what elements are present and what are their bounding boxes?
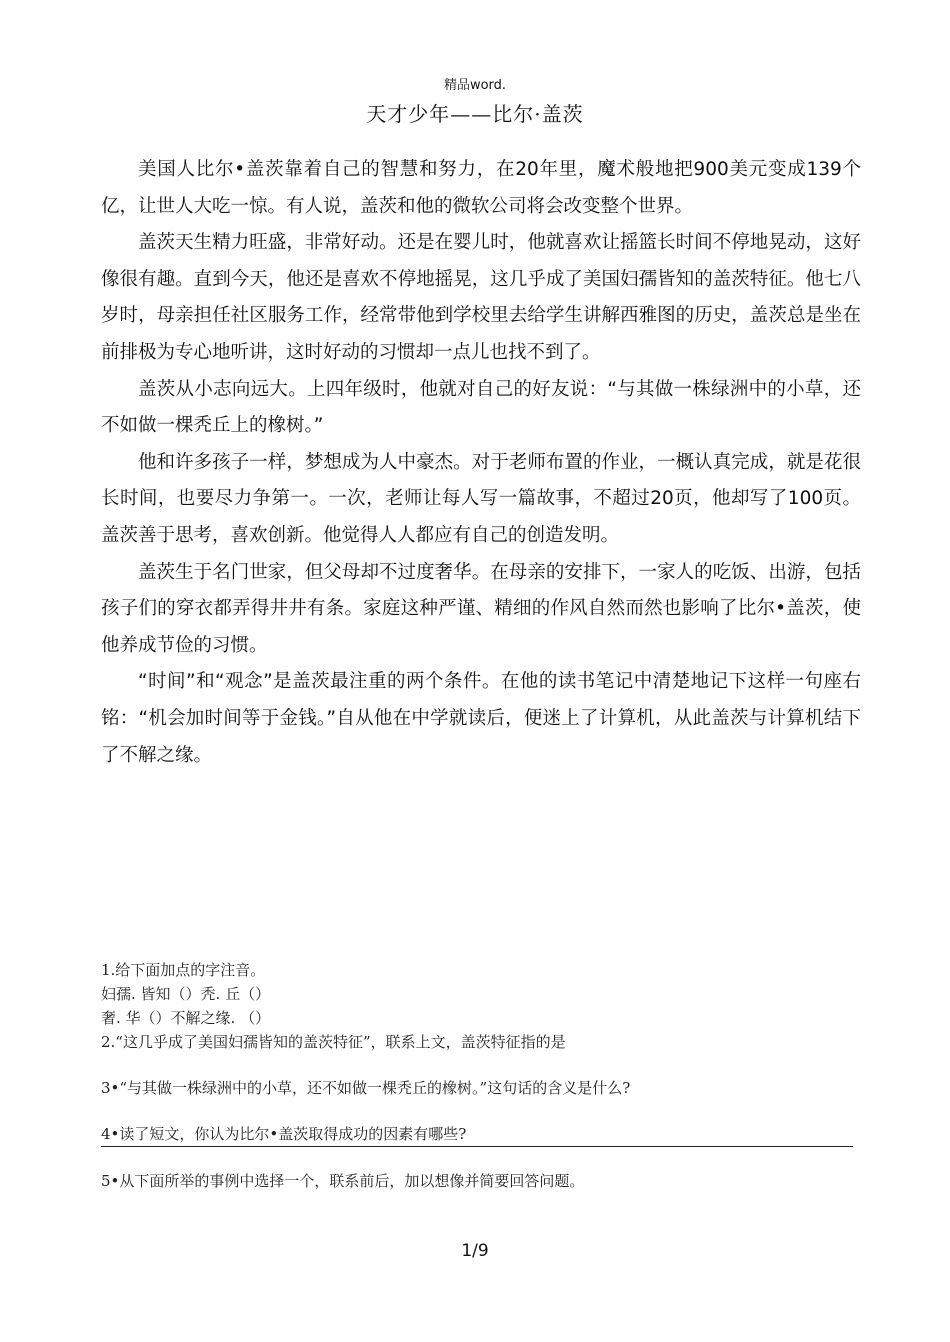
answer-space [101, 1100, 861, 1122]
paragraph-3: 盖茨从小志向远大。上四年级时，他就对自己的好友说：“与其做一株绿洲中的小草，还不如做一棵秃丘上的橡树。” [101, 378, 861, 437]
question-3: 3•“与其做一株绿洲中的小草，还不如做一棵秃丘的橡树。”这句话的含义是什么? [101, 1079, 631, 1097]
question-2: 2.“这几乎成了美国妇孺皆知的盖茨特征”，联系上文，盖茨特征指的是 [101, 1033, 566, 1051]
page-number: 1/9 [461, 1241, 489, 1261]
question-1-line-2: 奢. 华（）不解之缘. （） [101, 1009, 271, 1027]
question-1-title: 1.给下面加点的字注音。 [101, 961, 266, 979]
article-body [101, 152, 861, 774]
paragraph-1: 美国人比尔•盖茨靠着自己的智慧和努力，在20年里，魔术般地把900美元变成139个亿，让世人大吃一惊。有人说，盖茨和他的微软公司将会改变整个世界。 [101, 159, 861, 217]
document-title: 天才少年——比尔·盖茨 [366, 102, 584, 126]
paragraph-4: 他和许多孩子一样，梦想成为人中豪杰。对于老师布置的作业，一概认真完成，就是花很长时间，也要尽力争第一。一次，老师让每人写一篇故事，不超过20页，他却写了100页。盖茨善于思考，喜欢创新。他觉得人人都应有自己的创造发明。 [101, 451, 861, 546]
question-4: 4•读了短文，你认为比尔•盖茨取得成功的因素有哪些? [101, 1122, 853, 1147]
answer-space [101, 1147, 861, 1169]
question-1-line-1: 妇孺. 皆知（）秃. 丘（） [101, 985, 271, 1003]
answer-space [101, 1054, 861, 1076]
paragraph-2: 盖茨天生精力旺盛，非常好动。还是在婴儿时，他就喜欢让摇篮长时间不停地晃动，这好像很有趣。直到今天，他还是喜欢不停地摇晃，这几乎成了美国妇孺皆知的盖茨特征。他七八岁时，母亲担任社区服务工作，经常带他到学校里去给学生讲解西雅图的历史，盖茨总是坐在前排极为专心地听讲，这时好动的习惯却一点儿也找不到了。 [101, 232, 861, 363]
question-5: 5•从下面所举的事例中选择一个，联系前后，加以想像并简要回答问题。 [101, 1172, 585, 1190]
paragraph-5: 盖茨生于名门世家，但父母却不过度奢华。在母亲的安排下，一家人的吃饭、出游，包括孩子们的穿衣都弄得井井有条。家庭这种严谨、精细的作风自然而然也影响了比尔•盖茨，使他养成节俭的习惯。 [101, 561, 861, 656]
header-watermark: 精品word. [443, 78, 507, 93]
exercise-questions [101, 958, 861, 1193]
paragraph-6: “时间”和“观念”是盖茨最注重的两个条件。在他的读书笔记中清楚地记下这样一句座右铭：“机会加时间等于金钱。”自从他在中学就读后，便迷上了计算机，从此盖茨与计算机结下了不解之缘。 [101, 671, 861, 766]
